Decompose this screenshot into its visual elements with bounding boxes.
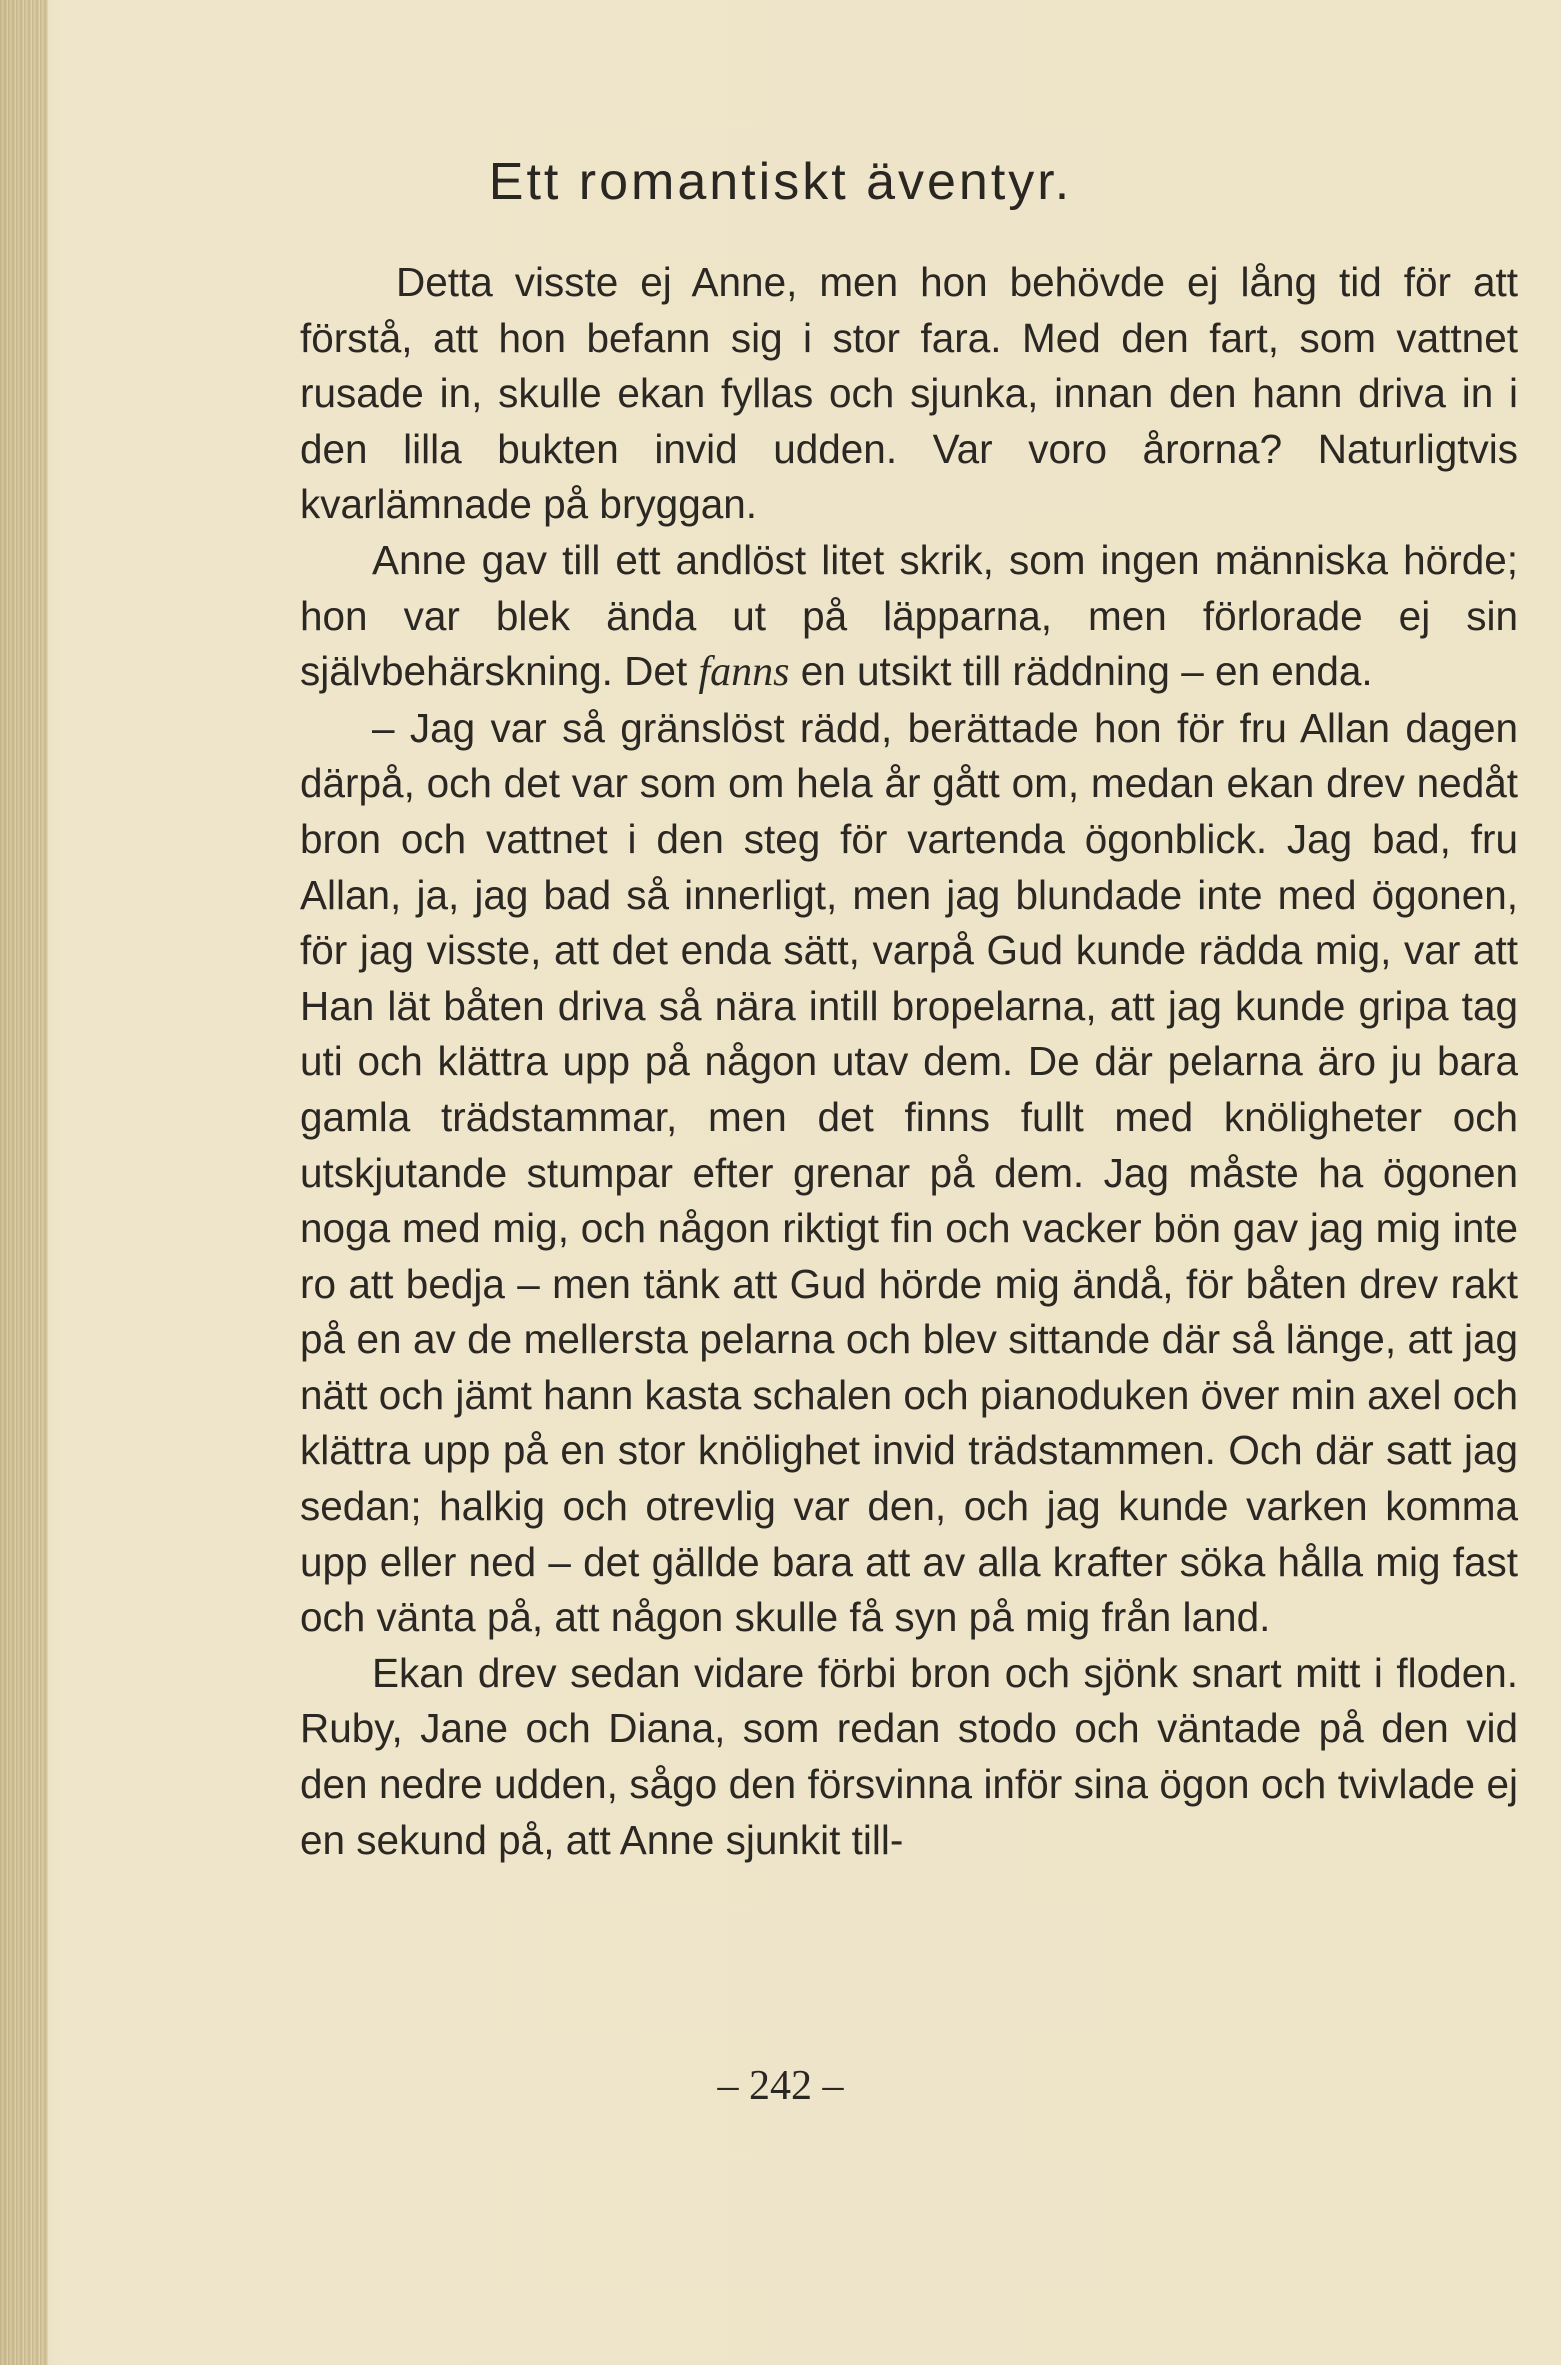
page-number: – 242 – bbox=[717, 2063, 844, 2109]
paragraph-4-text: Ekan drev sedan vidare förbi bron och sjönk snart mitt i floden. Ruby, Jane och Diana, som redan stodo och väntade på den vid den nedre udden, sågo den försvinna inför sina ögon och tvivlade ej en sekund på, att Anne sjunkit till- bbox=[300, 1649, 1518, 1863]
page-gutter bbox=[0, 0, 48, 2365]
paragraph-2 bbox=[300, 533, 1518, 701]
paragraph-2-text: Anne gav till ett andlöst litet skrik, som ingen människa hörde; hon var blek ända ut på läpparna, men förlorade ej sin självbehärskning. Det bbox=[300, 536, 1518, 695]
paragraph-3 bbox=[300, 701, 1518, 1646]
paragraph-1-text: Detta visste ej Anne, men hon behövde ej lång tid för att förstå, att hon befann sig i stor fara. Med den fart, som vattnet rusade in, skulle ekan fyllas och sjunka, innan den hann driva in i den lilla bukten invid udden. Var voro årorna? Naturligtvis kvarlämnade på bryggan. bbox=[300, 259, 1518, 528]
page-title: Ett romantiskt äventyr. bbox=[488, 153, 1073, 211]
body-text bbox=[300, 255, 1518, 1868]
paragraph-1 bbox=[300, 255, 1518, 533]
paragraph-2-text-end: en utsikt till räddning – en enda. bbox=[789, 648, 1373, 695]
paragraph-3-text: – Jag var så gränslöst rädd, berättade hon för fru Allan dagen därpå, och det var som om hela år gått om, medan ekan drev nedåt bron och vattnet i den steg för vartenda ögonblick. Jag bad, fru Allan, ja, jag bad så innerligt, men jag blundade inte med ögonen, för jag visste, att det enda sätt, varpå Gud kunde rädda mig, var att Han lät båten driva så nära intill bropelarna, att jag kunde gripa tag uti och klättra upp på någon utav dem. De där pelarna äro ju bara gamla trädstammar, men det finns fullt med knöligheter och utskjutande stumpar efter grenar på dem. Jag måste ha ögonen noga med mig, och någon riktigt fin och vacker bön gav jag mig inte ro att bedja – men tänk att Gud hörde mig ändå, för båten drev rakt på en av de mellersta pelarna och blev sittande där så länge, att jag nätt och jämt hann kasta schalen och pianoduken över min axel och klättra upp på en stor knölighet invid trädstammen. Och där satt jag sedan; halkig och otrevlig var den, och jag kunde varken komma upp eller ned – det gällde bara att av alla krafter söka hålla mig fast och vänta på, att någon skulle få syn på mig från land. bbox=[300, 704, 1519, 1641]
paragraph-4 bbox=[300, 1646, 1518, 1868]
paragraph-2-emphasis: fanns bbox=[698, 649, 790, 696]
